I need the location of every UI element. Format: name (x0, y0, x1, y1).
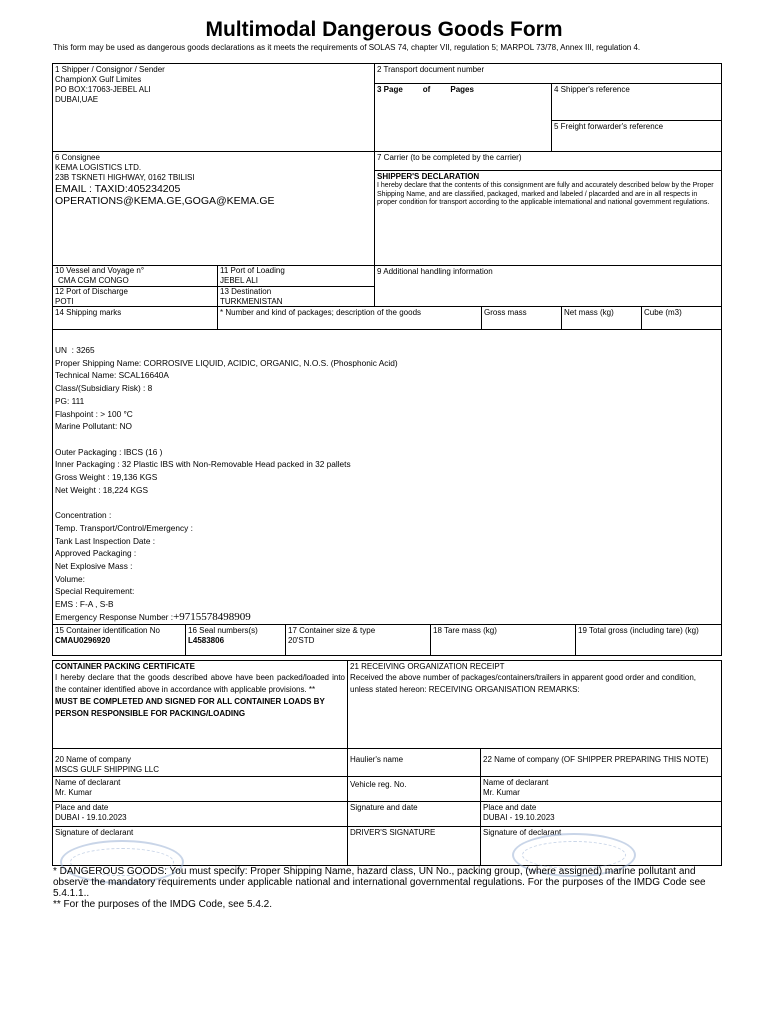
declarant-right-box (480, 776, 722, 802)
sig-date-label: Signature and date (350, 803, 418, 812)
packing-cert-heading: CONTAINER PACKING CERTIFICATE (55, 662, 195, 671)
footnotes (53, 866, 723, 910)
handling-box[interactable] (374, 265, 722, 307)
receipt-text: Received the above number of packages/containers/trailers in apparent good order and condition, unless stated hereon: RECEIVING ORGANISATION REMARKS: (350, 673, 699, 694)
cube-header (641, 306, 722, 330)
goods-desc-header (217, 306, 482, 330)
shipper-box (52, 63, 375, 152)
consignee-email[interactable]: EMAIL : TAXID:405234205 OPERATIONS@KEMA.GE,GOGA@KEMA.GE (55, 183, 275, 207)
container-id-value[interactable]: CMAU0296920 (55, 636, 111, 645)
intro-text: This form may be used as dangerous goods declarations as it meets the requirements of SOLAS 74, chapter VII, regulation 5; MARPOL 73/78, Annex III, regulation 4. (53, 43, 641, 52)
emergency-number[interactable]: +9715578498909 (173, 611, 251, 623)
emergency-line (55, 611, 251, 623)
destination-label: 13 Destination (220, 287, 272, 296)
transport-doc-label: 2 Transport document number (377, 65, 485, 74)
receipt-box (347, 660, 722, 749)
port-loading-box (217, 265, 375, 287)
hauliers-label: Haulier's name (350, 755, 404, 764)
place-right-label: Place and date (483, 803, 537, 812)
page-of: of (422, 85, 431, 94)
driver-sig-box[interactable] (347, 826, 481, 866)
company20-label: 20 Name of company (55, 755, 132, 764)
container-size-value[interactable]: 20'STD (288, 636, 315, 645)
place-left-label: Place and date (55, 803, 109, 812)
gross-mass-header (481, 306, 562, 330)
net-mass-label: Net mass (kg) (564, 308, 614, 317)
tare-label: 18 Tare mass (kg) (433, 626, 497, 635)
packing-certificate-box (52, 660, 348, 749)
total-gross-label: 19 Total gross (including tare) (kg) (578, 626, 699, 635)
shipping-marks-header (52, 306, 218, 330)
forwarder-ref-label: 5 Freight forwarder's reference (554, 122, 664, 131)
shipper-ref-box[interactable] (551, 83, 722, 121)
destination-box (217, 286, 375, 307)
seal-box (185, 624, 286, 656)
packing-cert-text: I hereby declare that the goods described above have been packed/loaded into the container identified above in accordance with applicable provisions. ** (55, 673, 348, 694)
emergency-label: Emergency Response Number : (55, 612, 174, 622)
vessel-box (52, 265, 218, 287)
goods-description-text: UN : 3265 Proper Shipping Name: CORROSIVE LIQUID, ACIDIC, ORGANIC, N.O.S. (Phosphonic Acid) Technical Name: SCAL16640A Class/(Subsidiary Risk) : 8 PG: 111 Flashpoint : > 100 °C Marine Pollutant: NO Outer Packaging : IBCS (16 ) Inner Packaging : 32 Plastic IBS with Non-Removable Head packed in 32 pallets Gross Weight : 19,136 KGS Net Weight : 18,224 KGS Concentration : Temp. Transport/Control/Emergency : Tank Last Inspection Date : Approved Packaging : Net Explosive Mass : Volume: Special Requirement: EMS : F-A , S-B (55, 345, 398, 610)
consignee-box (52, 151, 375, 266)
footnote-imdg: ** For the purposes of the IMDG Code, see 5.4.2. (53, 899, 273, 910)
declaration-text: I hereby declare that the contents of this consignment are fully and accurately described below by the Proper Shipping Name, and are classified, packaged, marked and labeled / placarded and are in all respects in proper condition for transport according to the applicable international and national government regulations. (377, 182, 716, 206)
company22-label: 22 Name of company (OF SHIPPER PREPARING THIS NOTE) (483, 755, 709, 764)
page-label: 3 Page (377, 85, 403, 94)
place-right-box (480, 801, 722, 827)
destination-value[interactable]: TURKMENISTAN (220, 297, 283, 306)
forwarder-ref-box[interactable] (551, 120, 722, 152)
port-loading-value[interactable]: JEBEL ALI (220, 276, 258, 285)
shipper-label: 1 Shipper / Consignor / Sender (55, 65, 165, 74)
packing-cert-must: MUST BE COMPLETED AND SIGNED FOR ALL CONTAINER LOADS BY PERSON RESPONSIBLE FOR PACKING/LOADING (55, 697, 327, 718)
vehicle-box[interactable] (347, 776, 481, 802)
port-discharge-box (52, 286, 218, 307)
goods-desc-label: * Number and kind of packages; description of the goods (220, 308, 422, 317)
declarant-left-label: Name of declarant (55, 778, 121, 787)
declarant-right-label: Name of declarant (483, 778, 549, 787)
sig-left-label: Signature of declarant (55, 828, 134, 837)
handling-label: 9 Additional handling information (377, 267, 493, 276)
shipper-ref-label: 4 Shipper's reference (554, 85, 630, 94)
carrier-label: 7 Carrier (to be completed by the carrier) (377, 153, 522, 162)
seal-label: 16 Seal numbers(s) (188, 626, 258, 635)
page-box[interactable] (374, 83, 552, 152)
cube-label: Cube (m3) (644, 308, 682, 317)
port-discharge-label: 12 Port of Discharge (55, 287, 128, 296)
total-gross-box[interactable] (575, 624, 722, 656)
declarant-left-value[interactable]: Mr. Kumar (55, 788, 92, 797)
container-size-box (285, 624, 431, 656)
goods-description-box[interactable] (52, 329, 722, 625)
container-id-label: 15 Container identification No (55, 626, 160, 635)
page-pages: Pages (450, 85, 474, 94)
container-id-box (52, 624, 186, 656)
consignee-label: 6 Consignee (55, 153, 100, 162)
declarant-right-value[interactable]: Mr. Kumar (483, 788, 520, 797)
consignee-value[interactable]: KEMA LOGISTICS LTD. 23B TSKNETI HIGHWAY, 0162 TBILISI (55, 163, 195, 182)
net-mass-header (561, 306, 642, 330)
transport-doc-box[interactable] (374, 63, 722, 84)
declaration-heading: SHIPPER'S DECLARATION (377, 172, 480, 181)
company20-box (52, 748, 348, 777)
vehicle-label: Vehicle reg. No. (350, 780, 407, 789)
sig-date-box[interactable] (347, 801, 481, 827)
sig-right-label: Signature of declarant (483, 828, 562, 837)
container-size-label: 17 Container size & type (288, 626, 376, 635)
tare-box[interactable] (430, 624, 576, 656)
carrier-box[interactable] (374, 151, 722, 171)
seal-value[interactable]: L4583806 (188, 636, 225, 645)
port-loading-label: 11 Port of Loading (220, 266, 285, 275)
port-discharge-value[interactable]: POTI (55, 297, 74, 306)
shipping-marks-label: 14 Shipping marks (55, 308, 122, 317)
footnote-dangerous-goods: * DANGEROUS GOODS: You must specify: Proper Shipping Name, hazard class, UN No., packing group, (where assigned) marine pollutant and observe the mandatory requirements under applicable national and international governmental regulations. For the purposes of the IMDG Code see 5.4.1.1.. (53, 866, 706, 899)
declaration-box (374, 170, 722, 266)
place-left-box (52, 801, 348, 827)
company22-box (480, 748, 722, 777)
shipper-value[interactable]: ChampionX Gulf Limites PO BOX:17063-JEBEL ALI DUBAI,UAE (55, 75, 151, 104)
company20-value[interactable]: MSCS GULF SHIPPING LLC (55, 765, 160, 774)
hauliers-box[interactable] (347, 748, 481, 777)
receipt-heading: 21 RECEIVING ORGANIZATION RECEIPT (350, 662, 505, 671)
declarant-left-box (52, 776, 348, 802)
gross-mass-label: Gross mass (484, 308, 527, 317)
form-title: Multimodal Dangerous Goods Form (205, 18, 563, 41)
place-right-value[interactable]: DUBAI - 19.10.2023 (483, 813, 555, 822)
driver-sig-label: DRIVER'S SIGNATURE (350, 828, 436, 837)
place-left-value[interactable]: DUBAI - 19.10.2023 (55, 813, 127, 822)
vessel-value[interactable]: CMA CGM CONGO (58, 276, 129, 285)
vessel-label: 10 Vessel and Voyage n° (55, 266, 145, 275)
